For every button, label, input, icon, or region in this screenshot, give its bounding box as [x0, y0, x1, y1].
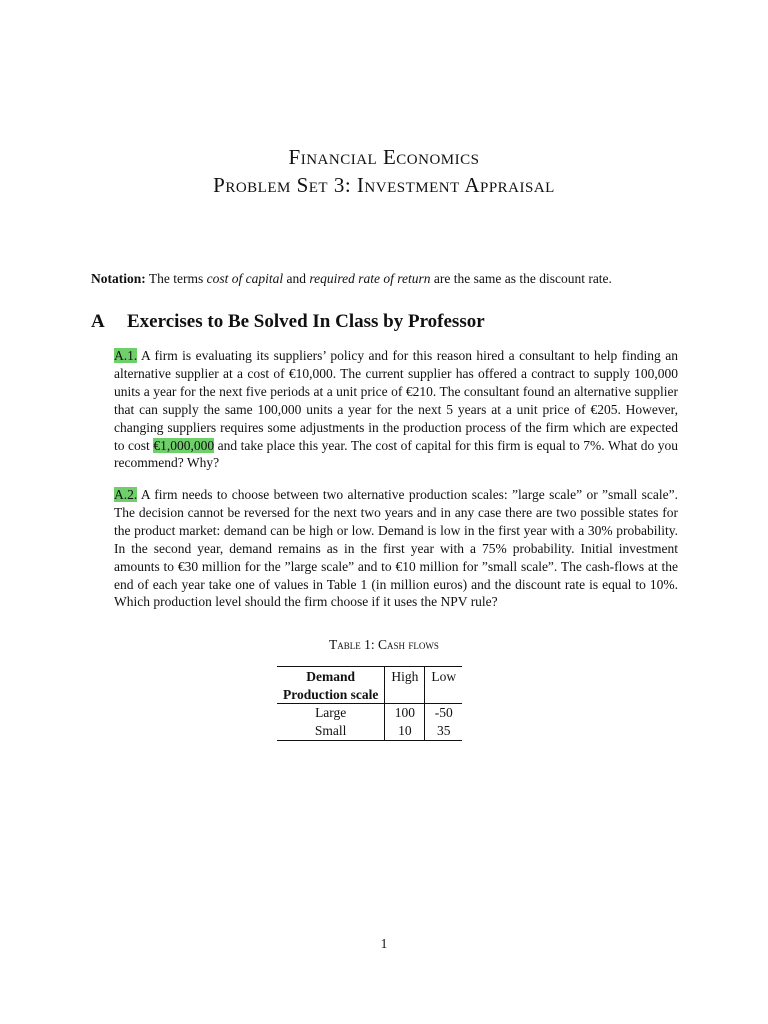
exercise-a1-label: A.1. [114, 348, 138, 363]
notation-text-1: The terms [145, 271, 207, 286]
cell-scale: Small [277, 722, 385, 741]
page-number: 1 [380, 936, 388, 951]
header-low: Low [425, 667, 462, 704]
cell-high: 10 [385, 722, 425, 741]
exercise-a1-text-after: and take place this year. The cost of capital for this firm is equal to 7%. What do you recommend? Why? [114, 437, 679, 471]
exercise-a1-text-before: A firm is evaluating its suppliers’ policy and for this reason hired a consultant to help finding an alternative supplier at a cost of €10,000. The current supplier has offered a contract to supply 100,000 units a year for the next five periods at a unit price of €210. The consultant found an alternative supplier that can supply the same 100,000 units a year for the next 5 years at a unit price of €205. However, changing suppliers requires some adjustments in the production process of the firm which are expected to cost [114, 348, 678, 453]
cell-high: 100 [385, 704, 425, 722]
table-row [277, 704, 462, 722]
cell-low: 35 [425, 722, 462, 741]
header-demand: Demand [277, 667, 385, 686]
exercise-a1 [114, 347, 678, 472]
cash-flows-table [277, 666, 462, 741]
exercise-a2-label: A.2. [114, 487, 138, 502]
notation-label: Notation: [91, 271, 146, 286]
table-caption: Table 1: Cash flows [329, 637, 439, 652]
table-header-row [277, 667, 462, 686]
notation-text-3: are the same as the discount rate. [430, 271, 612, 286]
document-title-line1: Financial Economics [288, 145, 480, 169]
document-title-line2: Problem Set 3: Investment Appraisal [213, 173, 555, 197]
notation-text-2: and [283, 271, 310, 286]
header-production-scale: Production scale [277, 686, 385, 704]
exercise-a1-highlight: €1,000,000 [153, 437, 215, 453]
table-row [277, 722, 462, 741]
section-number: A [91, 311, 105, 332]
cell-scale: Large [277, 704, 385, 722]
notation-term-cost-of-capital: cost of capital [206, 271, 284, 286]
header-high: High [385, 667, 425, 704]
exercise-a2-text: A firm needs to choose between two alternative production scales: ”large scale” or ”small scale”. The decision cannot be reversed for the next two years and in any case there are two possible states for the product market: demand can be high or low. Demand is low in the first year with a 30% probability. In the second year, demand remains as in the first year with a 75% probability. Initial investment amounts to €30 million for the ”large scale” and to €10 million for ”small scale”. The cash-flows at the end of each year take one of values in Table 1 (in million euros) and the discount rate is equal to 10%. Which production level should the firm choose if it uses the NPV rule? [114, 487, 678, 610]
exercise-a2 [114, 486, 678, 611]
section-title: Exercises to Be Solved In Class by Professor [127, 311, 485, 332]
notation-term-required-rate: required rate of return [309, 271, 431, 286]
cell-low: -50 [425, 704, 462, 722]
section-heading [91, 311, 485, 333]
notation-paragraph [91, 271, 691, 287]
